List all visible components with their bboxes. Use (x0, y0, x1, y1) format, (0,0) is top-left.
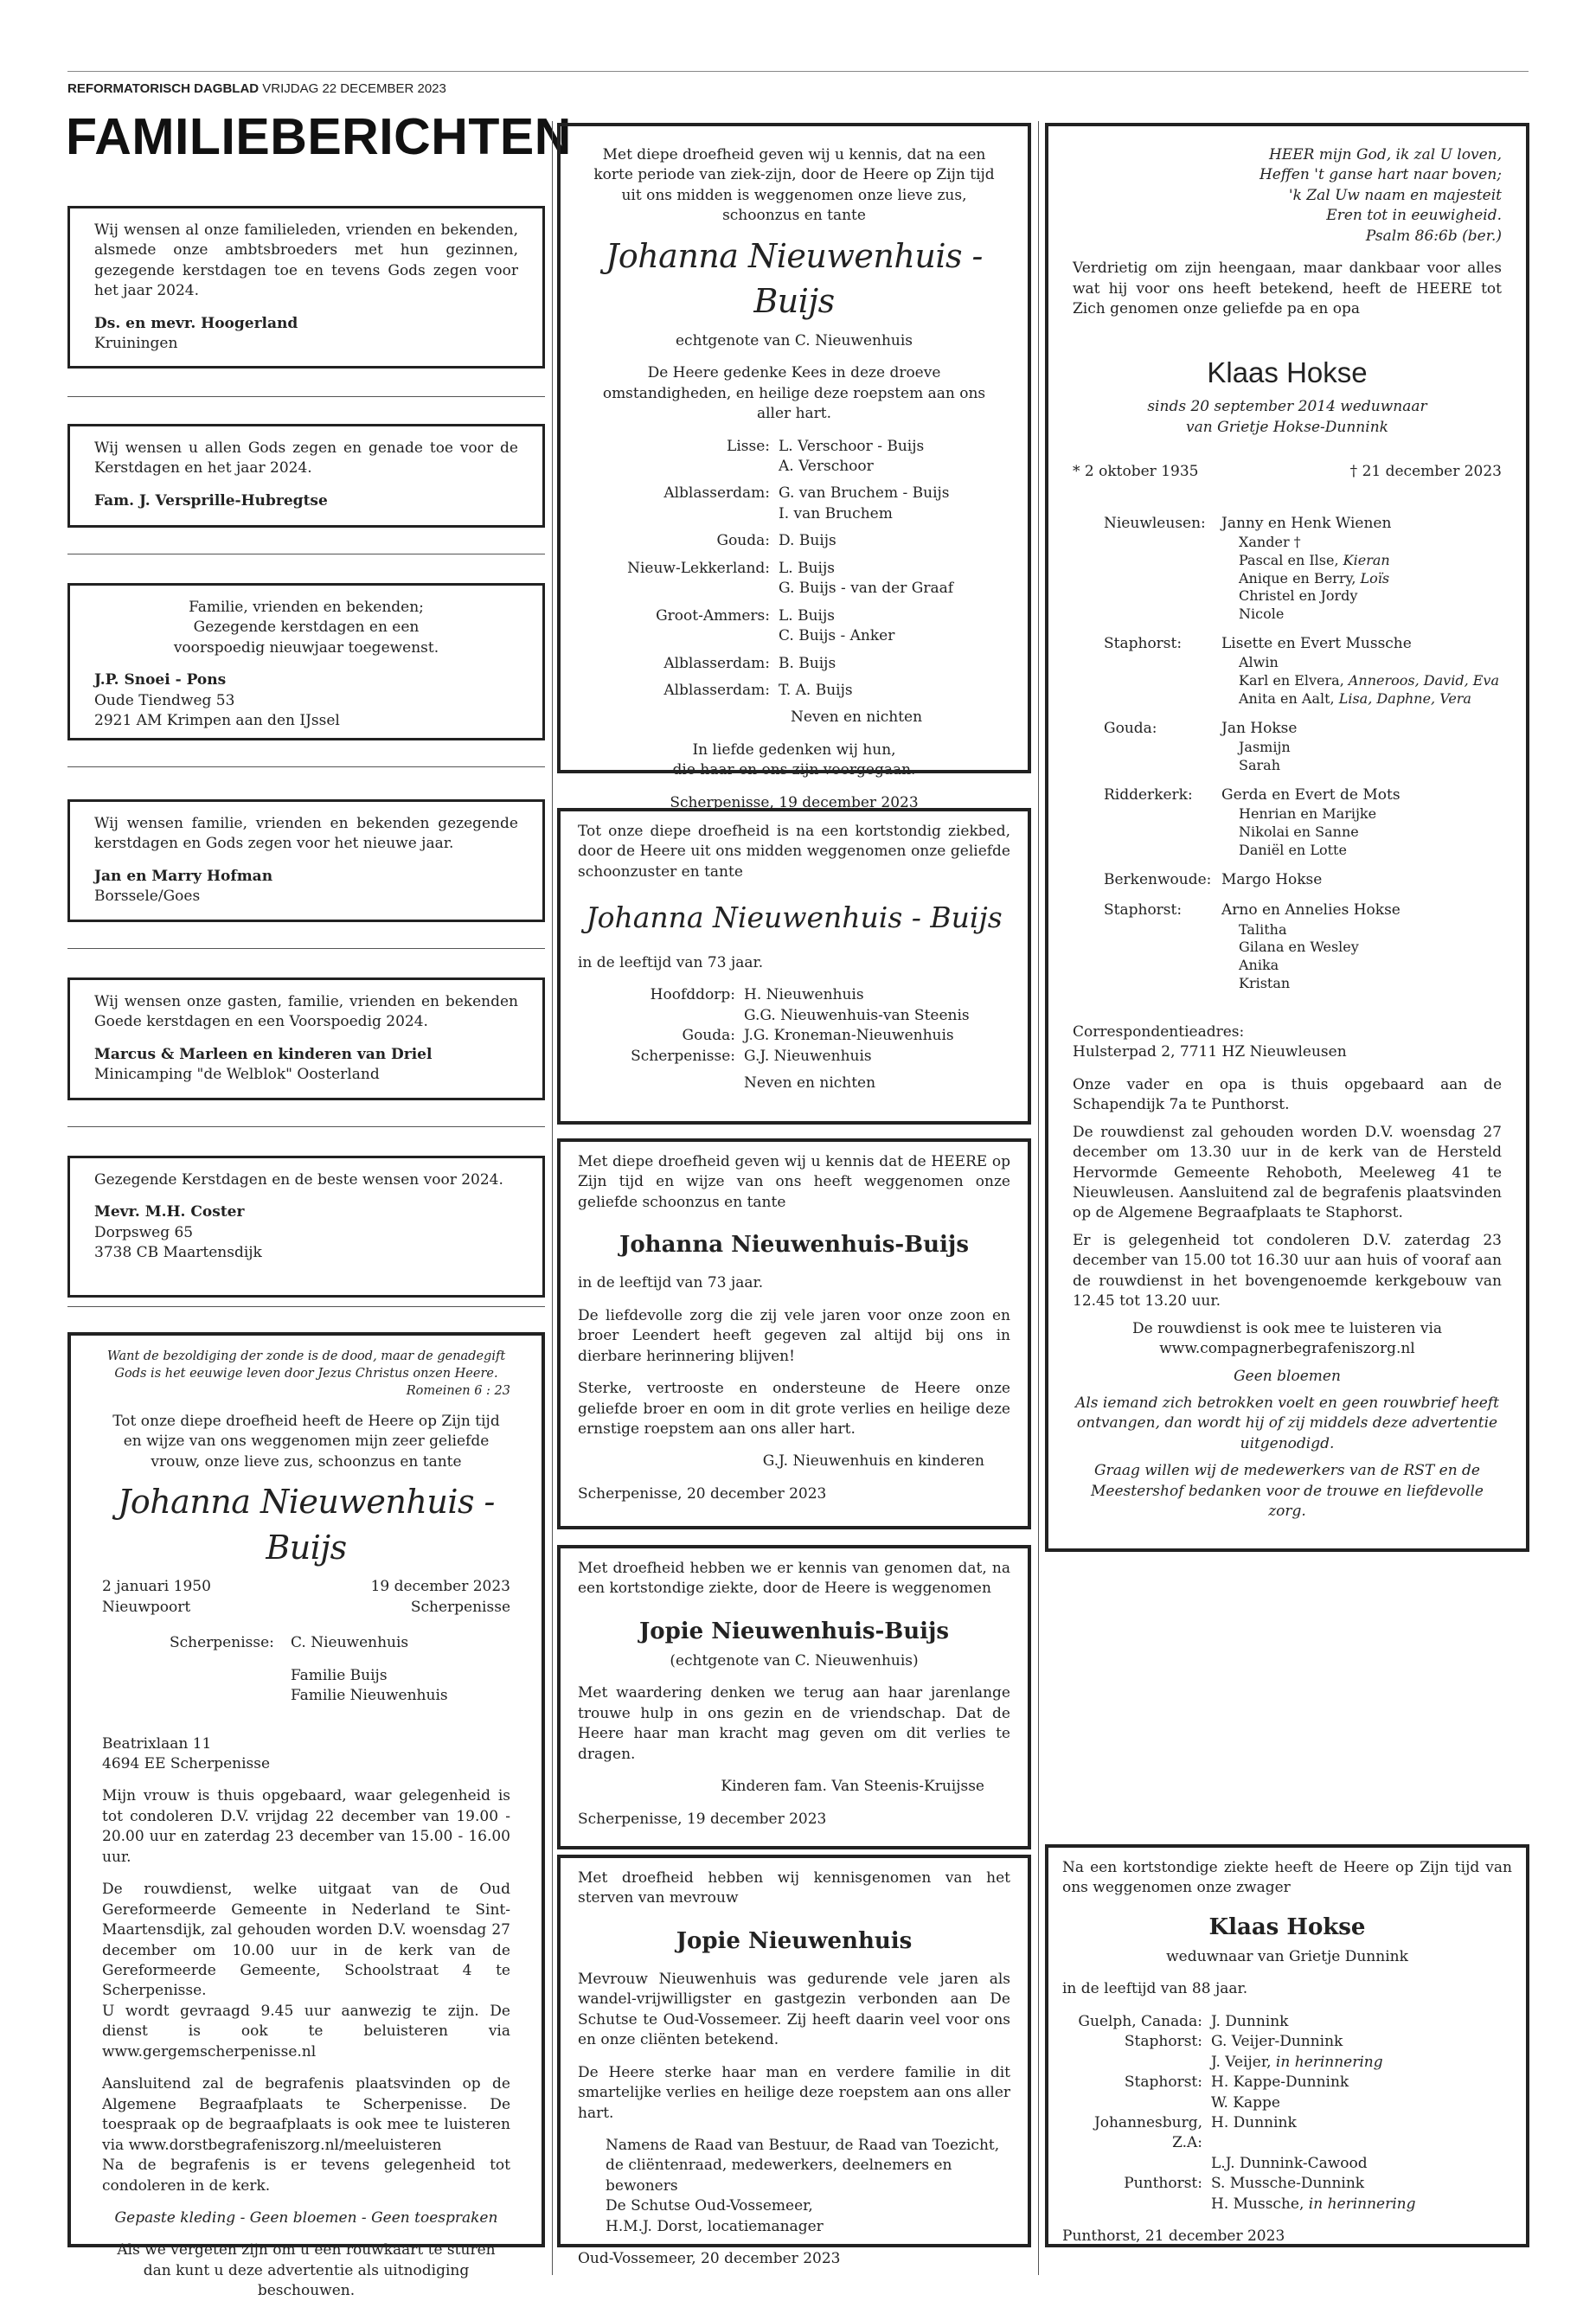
family-list (1073, 514, 1502, 993)
deceased-name: Jopie Nieuwenhuis-Buijs (638, 1618, 950, 1644)
family-place: Staphorst: (1104, 901, 1183, 920)
family-place: Nieuwleusen: (1104, 514, 1206, 532)
family-row (590, 437, 998, 478)
grandchild: Karl en Elvera, Anneroos, David, Eva (1239, 672, 1499, 689)
greeting-ad: Wij wensen al onze familieleden, vrienden en bekenden, alsmede onze ambtsbroeders met hun gezinnen, gezegende kerstdagen toe en tevens Gods zegen voor het jaar 2024. Ds. en mevr. Hoogerland Kruiningen (67, 206, 545, 369)
family-row (590, 606, 998, 647)
grandchild: Xander † (1239, 533, 1301, 550)
family-place: Staphorst: (1124, 2073, 1202, 2092)
family-name: J. Dunnink (1211, 2012, 1289, 2030)
family-place: Guelph, Canada: (1078, 2012, 1202, 2030)
section-title: FAMILIEBERICHTEN (66, 108, 572, 165)
grandchild: Pascal en Ilse, Kieran (1239, 551, 1390, 568)
family-place (1062, 2093, 1211, 2113)
family-name: L.J. Dunnink-Cawood (1211, 2154, 1368, 2172)
family-name: B. Buijs (779, 654, 836, 672)
greeting-ad: Wij wensen u allen Gods zegen en genade toe voor de Kerstdagen en het jaar 2024. Fam. J. Versprille-Hubregtse (67, 424, 545, 528)
greeting-ad: Gezegende Kerstdagen en de beste wensen voor 2024. Mevr. M.H. Coster Dorpsweg 65 3738 CB Maartensdijk (67, 1156, 545, 1298)
family-name: I. van Bruchem (779, 504, 893, 522)
grandchild: Daniël en Lotte (1239, 841, 1347, 858)
family-list (590, 437, 998, 702)
grandchild: Nicole (1239, 606, 1285, 623)
family-name: J. Veijer, (1211, 2053, 1276, 2071)
family-place: Berkenwoude: (1104, 870, 1212, 888)
family-place: Nieuw-Lekkerland: (627, 559, 770, 577)
family-place: Staphorst: (1124, 2033, 1202, 2051)
family-row (590, 484, 998, 524)
deceased-name: Jopie Nieuwenhuis (676, 1927, 913, 1954)
family-row (1104, 634, 1502, 708)
deceased-name: Klaas Hokse (1208, 1913, 1366, 1940)
family-place: Gouda: (682, 1027, 735, 1045)
family-place: Hoofddorp: (650, 986, 735, 1004)
family-name: H. Kappe-Dunnink (1211, 2073, 1349, 2092)
family-row (590, 531, 998, 551)
separator (67, 1306, 545, 1307)
family-name: S. Mussche-Dunnink (1211, 2175, 1365, 2193)
deceased-name: Johanna Nieuwenhuis - Buijs (586, 901, 1003, 935)
obituary-klaas-2: Na een kortstondige ziekte heeft de Heere op Zijn tijd van ons weggenomen onze zwager Klaas Hokse weduwnaar van Grietje Dunnink in de leeftijd van 88 jaar. Guelph, Canada: J. Dunnink Staphorst: G. Veijer-Dunnink J. Veijer, in herinnering Staphorst: H. Kappe-Dunnink W. Kappe Johannesburg, Z.A: H. Dunnink L.J. Dunnink-Cawood Punthorst: S. Mussche-Dunnink H. Mussche, in herinnering Punthorst, 21 december 2023 (1045, 1844, 1529, 2247)
deceased-name: Johanna Nieuwenhuis-Buijs (619, 1232, 969, 1259)
family-name: D. Buijs (779, 532, 836, 550)
greeting-ad: Wij wensen familie, vrienden en bekenden gezegende kerstdagen en Gods zegen voor het nieuwe jaar. Jan en Marry Hofman Borssele/Goes (67, 799, 545, 922)
grandchild: Kristan (1239, 974, 1291, 991)
family-row (1062, 2073, 1512, 2093)
family-name: L. Buijs (779, 559, 835, 577)
family-place: Gouda: (716, 532, 770, 550)
obituary-johanna-family: Met diepe droefheid geven wij u kennis, dat na een korte periode van ziek-zijn, door de Heere op Zijn tijd uit ons midden is weggenomen onze lieve zus, schoonzus en tante Johanna Nieuwenhuis - Buijs echtgenote van C. Nieuwenhuis De Heere gedenke Kees in deze droeve omstandigheden, en heilige deze roepstem aan ons aller hart. Lisse: L. Verschoor - Buijs A. Verschoor Alblasserdam: G. van Bruchem - Buijs I. van Bruchem Gouda: D. Buijs Nieuw-Lekkerland: L. Buijs G. Buijs - van der Graaf Groot-Ammers: L. Buijs C. Buijs - Anker Alblasserdam: B. Buijs Alblasserdam: T. A. Buijs Neven en nichten In liefde gedenken wij hun, die haar en ons zijn voorgegaan. Scherpenisse, 19 december 2023 (557, 123, 1031, 773)
obituary-johanna-2: Tot onze diepe droefheid is na een kortstondig ziekbed, door de Heere uit ons midden weggenomen onze geliefde schoonzuster en tante Johanna Nieuwenhuis - Buijs in de leeftijd van 73 jaar. Hoofddorp: H. Nieuwenhuis G.G. Nieuwenhuis-van Steenis Gouda: J.G. Kroneman-Nieuwenhuis Scherpenisse: G.J. Nieuwenhuis Neven en nichten (557, 808, 1031, 1125)
family-row: J. Veijer, in herinnering (1062, 2053, 1512, 2073)
family-row (1062, 2032, 1512, 2052)
grandchild: Christel en Jordy (1239, 587, 1358, 605)
family-row (1062, 2113, 1512, 2154)
grandchild: Nikolai en Sanne (1239, 824, 1359, 841)
family-place (1062, 2195, 1211, 2214)
column-divider (552, 121, 553, 2275)
running-head: REFORMATORISCH DAGBLAD VRIJDAG 22 DECEMBER 2023 (67, 81, 446, 96)
family-row (590, 559, 998, 599)
family-row: H. Mussche, in herinnering (1062, 2195, 1512, 2214)
family-name: C. Buijs - Anker (779, 627, 895, 645)
family-row (1062, 2012, 1512, 2032)
deceased-name: Klaas Hokse (1207, 356, 1368, 388)
family-place: Punthorst: (1124, 2175, 1202, 2193)
column-divider (1038, 121, 1039, 2275)
family-name: L. Buijs (779, 606, 835, 625)
family-name: W. Kappe (1211, 2093, 1280, 2112)
family-name: Jan Hokse (1221, 719, 1298, 737)
deceased-name: Johanna Nieuwenhuis - Buijs (118, 1483, 495, 1567)
grandchild: Henrian en Marijke (1239, 805, 1377, 823)
family-place (1062, 2053, 1211, 2073)
family-row (1104, 719, 1502, 775)
family-row (1062, 2093, 1512, 2113)
family-place: Gouda: (1104, 719, 1157, 737)
obituary-johanna-main: Want de bezoldiging der zonde is de dood, maar de genadegift Gods is het eeuwige leven door Jezus Christus onzen Heere. Romeinen 6 : 23 Tot onze diepe droefheid heeft de Heere op Zijn tijd en wijze van ons weggenomen mijn zeer geliefde vrouw, onze lieve zus, schoonzus en tante Johanna Nieuwenhuis - Buijs 2 januari 1950 Nieuwpoort 19 december 2023 Scherpenisse Scherpenisse: C. Nieuwenhuis Familie Buijs Familie Nieuwenhuis Beatrixlaan 11 4694 EE Scherpenisse Mijn vrouw is thuis opgebaard, waar gelegenheid is tot condoleren D.V. vrijdag 22 december van 19.00 - 20.00 uur en zaterdag 23 december van 15.00 - 16.00 uur. De rouwdienst, welke uitgaat van de Oud Gereformeerde Gemeente in Nederland te Sint-Maartensdijk, zal gehouden worden D.V. woensdag 27 december om 10.00 uur in de kerk van de Gereformeerde Gemeente, Schoolstraat 4 te Scherpenisse. U wordt gevraagd 9.45 uur aanwezig te zijn. De dienst is ook te beluisteren via www.gergemscherpenisse.nl Aansluitend zal de begrafenis plaatsvinden op de Algemene Begraafplaats te Scherpenisse. De toespraak op de begraafplaats is ook mee te luisteren via www.dorstbegrafeniszorg.nl/meeluisteren Na de begrafenis is er tevens gelegenheid tot condoleren in de kerk. Gepaste kleding - Geen bloemen - Geen toespraken Als we vergeten zijn om u een rouwkaart te sturen dan kunt u deze advertentie als uitnodiging beschouwen. (67, 1332, 545, 2247)
separator (67, 1126, 545, 1127)
family-row (1062, 2174, 1512, 2194)
family-place: Lisse: (727, 437, 770, 455)
family-name: G. Buijs - van der Graaf (779, 580, 954, 598)
top-rule (67, 71, 1529, 72)
family-name: Gerda en Evert de Mots (1221, 785, 1401, 804)
family-row (1104, 514, 1502, 624)
family-name: H. Dunnink (1211, 2113, 1297, 2131)
obituary-johanna-3: Met diepe droefheid geven wij u kennis dat de HEERE op Zijn tijd en wijze van ons heeft weggenomen onze geliefde schoonzus en tante Johanna Nieuwenhuis-Buijs in de leeftijd van 73 jaar. De liefdevolle zorg die zij vele jaren voor onze zoon en broer Leendert heeft gegeven zal altijd bij ons in dierbare herinnering blijven! Sterke, vertrooste en ondersteune de Heere onze geliefde broer en oom in dit grote verlies en heilige deze ernstige roepstem aan ons aller hart. G.J. Nieuwenhuis en kinderen Scherpenisse, 20 december 2023 (557, 1138, 1031, 1529)
family-name: H. Nieuwenhuis (744, 986, 864, 1004)
obituary-jopie-2: Met droefheid hebben wij kennisgenomen van het sterven van mevrouw Jopie Nieuwenhuis Mevrouw Nieuwenhuis was gedurende vele jaren als wandel-vrijwilligster en gastgezin verbonden aan De Schutse te Oud-Vossemeer. Zij heeft daarin veel voor ons en onze cliënten betekend. De Heere sterke haar man en verdere familie in dit smartelijke verlies en heilige deze roepstem aan ons aller hart. Namens de Raad van Bestuur, de Raad van Toezicht, de cliëntenraad, medewerkers, deelnemers en bewoners De Schutse Oud-Vossemeer, H.M.J. Dorst, locatiemanager Oud-Vossemeer, 20 december 2023 (557, 1855, 1031, 2247)
grandchild: Gilana en Wesley (1239, 939, 1359, 956)
grandchild: Anita en Aalt, Lisa, Daphne, Vera (1239, 690, 1471, 707)
family-place: Alblasserdam: (663, 654, 770, 672)
obituary-klaas-main: HEER mijn God, ik zal U loven, Heffen 't ganse hart naar boven; 'k Zal Uw naam en majesteit Eren tot in eeuwigheid. Psalm 86:6b (ber.) Verdrietig om zijn heengaan, maar dankbaar voor alles wat hij voor ons heeft betekend, heeft de HEERE tot Zich genomen onze geliefde pa en opa Klaas Hokse sinds 20 september 2014 weduwnaar van Grietje Hokse-Dunnink * 2 oktober 1935 † 21 december 2023 Nieuwleusen: Janny en Henk Wienen Xander † Pascal en Ilse, Kieran Anique en Berry, Loïs Christel en Jordy Nicole Staphorst: Lisette en Evert Mussche Alwin Karl en Elvera, Anneroos, David, Eva Anita en Aalt, Lisa, Daphne, Vera Gouda: Jan Hokse Jasmijn Sarah Ridderkerk: Gerda en Evert de Mots Henrian en Marijke Nikolai en Sanne Daniël en Lotte Berkenwoude: Margo Hokse Staphorst: Arno en Annelies Hokse Talitha Gilana en Wesley Anika Kristan Correspondentieadres: Hulsterpad 2, 7711 HZ Nieuwleusen Onze vader en opa is thuis opgebaard aan de Schapendijk 7a te Punthorst. De rouwdienst zal gehouden worden D.V. woensdag 27 december om 13.30 uur in de kerk van de Hersteld Hervormde Gemeente Rehoboth, Meeleweg 41 te Nieuwleusen. Aansluitend zal de begrafenis plaatsvinden op de Algemene Begraafplaats te Staphorst. Er is gelegenheid tot condoleren D.V. zaterdag 23 december van 15.00 tot 16.30 uur aan huis of vooraf aan de rouwdienst in het bovengenoemde kerkgebouw van 12.45 tot 13.20 uur. De rouwdienst is ook mee te luisteren via www.compagnerbegrafeniszorg.nl Geen bloemen Als iemand zich betrokken voelt en geen rouwbrief heeft ontvangen, dan wordt hij of zij middels deze advertentie uitgenodigd. Graag willen wij de medewerkers van de RST en de Meestershof bedanken voor de trouwe en liefdevolle zorg. (1045, 123, 1529, 1552)
grandchild: Sarah (1239, 757, 1280, 774)
family-name: Arno en Annelies Hokse (1221, 901, 1401, 920)
family-name: Janny en Henk Wienen (1221, 514, 1392, 532)
family-name: A. Verschoor (779, 457, 874, 475)
family-name: H. Mussche, (1211, 2195, 1309, 2213)
deceased-name: Johanna Nieuwenhuis - Buijs (606, 236, 983, 321)
family-name: T. A. Buijs (779, 682, 853, 700)
family-list (1062, 2012, 1512, 2215)
family-row (1104, 870, 1502, 890)
grandchild: Anique en Berry, Loïs (1239, 569, 1390, 586)
family-row (578, 1026, 1010, 1046)
family-place (1062, 2154, 1211, 2174)
family-name: G. van Bruchem - Buijs (779, 484, 950, 503)
family-place: Groot-Ammers: (656, 606, 770, 625)
family-place: Scherpenisse: (631, 1047, 735, 1065)
grandchild: Anika (1239, 957, 1279, 974)
obituary-jopie-1: Met droefheid hebben we er kennis van genomen dat, na een kortstondige ziekte, door de Heere is weggenomen Jopie Nieuwenhuis-Buijs (echtgenote van C. Nieuwenhuis) Met waardering denken we terug aan haar jarenlange trouwe hulp in ons gezin en de vriendschap. Dat de Heere haar man kracht mag geven om dit verlies te dragen. Kinderen fam. Van Steenis-Kruijsse Scherpenisse, 19 december 2023 (557, 1545, 1031, 1849)
greeting-ad: Wij wensen onze gasten, familie, vrienden en bekenden Goede kerstdagen en een Voorspoedig 2024. Marcus & Marleen en kinderen van Driel Minicamping "de Welblok" Oosterland (67, 977, 545, 1100)
family-row (578, 1047, 1010, 1067)
family-place: Staphorst: (1104, 634, 1183, 652)
family-row (590, 654, 998, 674)
grandchild: Jasmijn (1239, 739, 1291, 756)
family-row (1104, 901, 1502, 993)
greeting-ad: Familie, vrienden en bekenden; Gezegende kerstdagen en een voorspoedig nieuwjaar toegewenst. J.P. Snoei - Pons Oude Tiendweg 53 2921 AM Krimpen aan den IJssel (67, 583, 545, 740)
grandchild: Talitha (1239, 920, 1287, 938)
family-name: G.J. Nieuwenhuis (744, 1047, 872, 1065)
family-name: G.G. Nieuwenhuis-van Steenis (744, 1006, 970, 1024)
family-name: Lisette en Evert Mussche (1221, 634, 1412, 652)
family-place: Alblasserdam: (663, 484, 770, 503)
family-row (1062, 2154, 1512, 2174)
family-name: Margo Hokse (1221, 870, 1323, 888)
separator (67, 948, 545, 949)
family-place: Ridderkerk: (1104, 785, 1193, 804)
separator (67, 396, 545, 397)
family-name: J.G. Kroneman-Nieuwenhuis (744, 1027, 954, 1045)
family-place: Alblasserdam: (663, 682, 770, 700)
family-place: Johannesburg, Z.A: (1093, 2113, 1202, 2152)
family-row (590, 681, 998, 701)
separator (67, 766, 545, 767)
family-name: L. Verschoor - Buijs (779, 437, 925, 455)
grandchild: Alwin (1239, 654, 1279, 671)
family-row (578, 985, 1010, 1026)
family-name: G. Veijer-Dunnink (1211, 2033, 1343, 2051)
family-list (578, 985, 1010, 1067)
family-row (1104, 785, 1502, 860)
